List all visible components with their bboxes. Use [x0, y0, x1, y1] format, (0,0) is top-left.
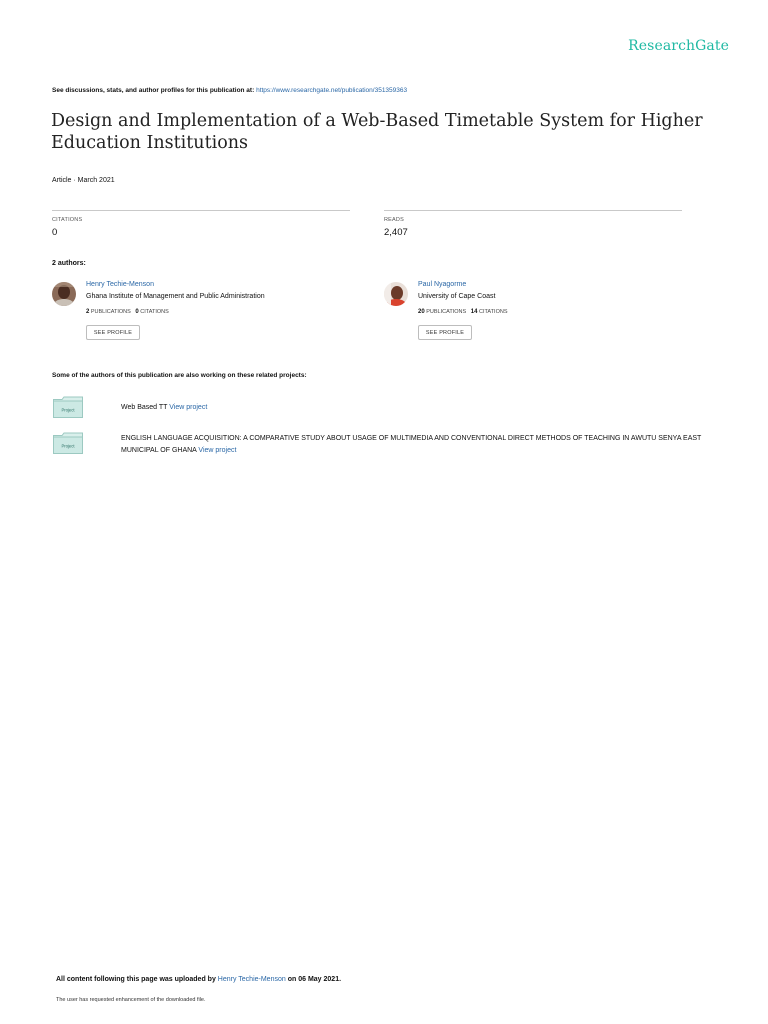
author-affiliation: Ghana Institute of Management and Public Administration	[86, 293, 265, 300]
avatar-photo-icon	[52, 282, 76, 306]
avatar[interactable]	[52, 282, 76, 306]
author-name-link[interactable]: Henry Techie-Menson	[86, 281, 154, 288]
upload-suffix: on 06 May 2021.	[287, 976, 342, 983]
project-icon-label: Project	[61, 443, 75, 449]
author-stats	[86, 309, 169, 315]
citations-divider	[52, 210, 350, 211]
project-item	[121, 402, 721, 414]
researchgate-logo[interactable]: ResearchGate	[628, 38, 729, 54]
citations-count: 0	[135, 309, 139, 315]
project-folder-icon[interactable]	[53, 396, 83, 418]
authors-heading: 2 authors:	[52, 260, 86, 267]
avatar[interactable]	[384, 282, 408, 306]
publications-label: PUBLICATIONS	[90, 309, 131, 315]
citations-count: 14	[470, 309, 478, 315]
reads-divider	[384, 210, 682, 211]
publication-url-link[interactable]: https://www.researchgate.net/publication/351359363	[256, 87, 408, 94]
citations-label: CITATIONS	[140, 309, 169, 315]
project-folder-icon[interactable]	[53, 432, 83, 454]
project-title: ENGLISH LANGUAGE ACQUISITION: A COMPARATIVE STUDY ABOUT USAGE OF MULTIMEDIA AND CONVENTIONAL DIRECT METHODS OF TEACHING IN AWUTU SENYA EAST MUNICIPAL OF GHANA	[121, 435, 702, 454]
upload-prefix: All content following this page was uploaded by	[56, 976, 216, 983]
author-stats	[418, 309, 508, 315]
project-title: Web Based TT	[121, 404, 168, 411]
citations-value: 0	[52, 227, 58, 238]
related-projects-heading: Some of the authors of this publication are also working on these related projects:	[52, 372, 307, 379]
view-project-link[interactable]: View project	[169, 404, 208, 411]
see-profile-button[interactable]: SEE PROFILE	[86, 325, 140, 340]
author-affiliation: University of Cape Coast	[418, 293, 496, 300]
see-profile-button[interactable]: SEE PROFILE	[418, 325, 472, 340]
reads-value: 2,407	[384, 227, 408, 238]
publication-link-line	[52, 87, 407, 94]
publications-count: 2	[86, 309, 90, 315]
folder-icon	[53, 396, 83, 418]
citations-label: CITATIONS	[478, 309, 508, 315]
author-name-link[interactable]: Paul Nyagorme	[418, 281, 467, 288]
citations-label: CITATIONS	[52, 217, 83, 223]
enhancement-note: The user has requested enhancement of the downloaded file.	[56, 997, 206, 1003]
upload-note	[56, 976, 341, 983]
publications-count: 20	[418, 309, 425, 315]
project-icon-label: Project	[61, 407, 75, 413]
paper-title: Design and Implementation of a Web-Based Timetable System for Higher Education Institutions	[51, 111, 703, 153]
reads-label: READS	[384, 217, 404, 223]
avatar-photo-icon	[384, 282, 408, 306]
article-meta: Article · March 2021	[52, 177, 115, 184]
folder-icon	[53, 432, 83, 454]
see-discussions-label: See discussions, stats, and author profiles for this publication at:	[52, 87, 255, 94]
publications-label: PUBLICATIONS	[426, 309, 467, 315]
view-project-link[interactable]: View project	[198, 447, 237, 454]
uploader-link[interactable]: Henry Techie-Menson	[217, 976, 286, 983]
project-item	[121, 433, 721, 457]
